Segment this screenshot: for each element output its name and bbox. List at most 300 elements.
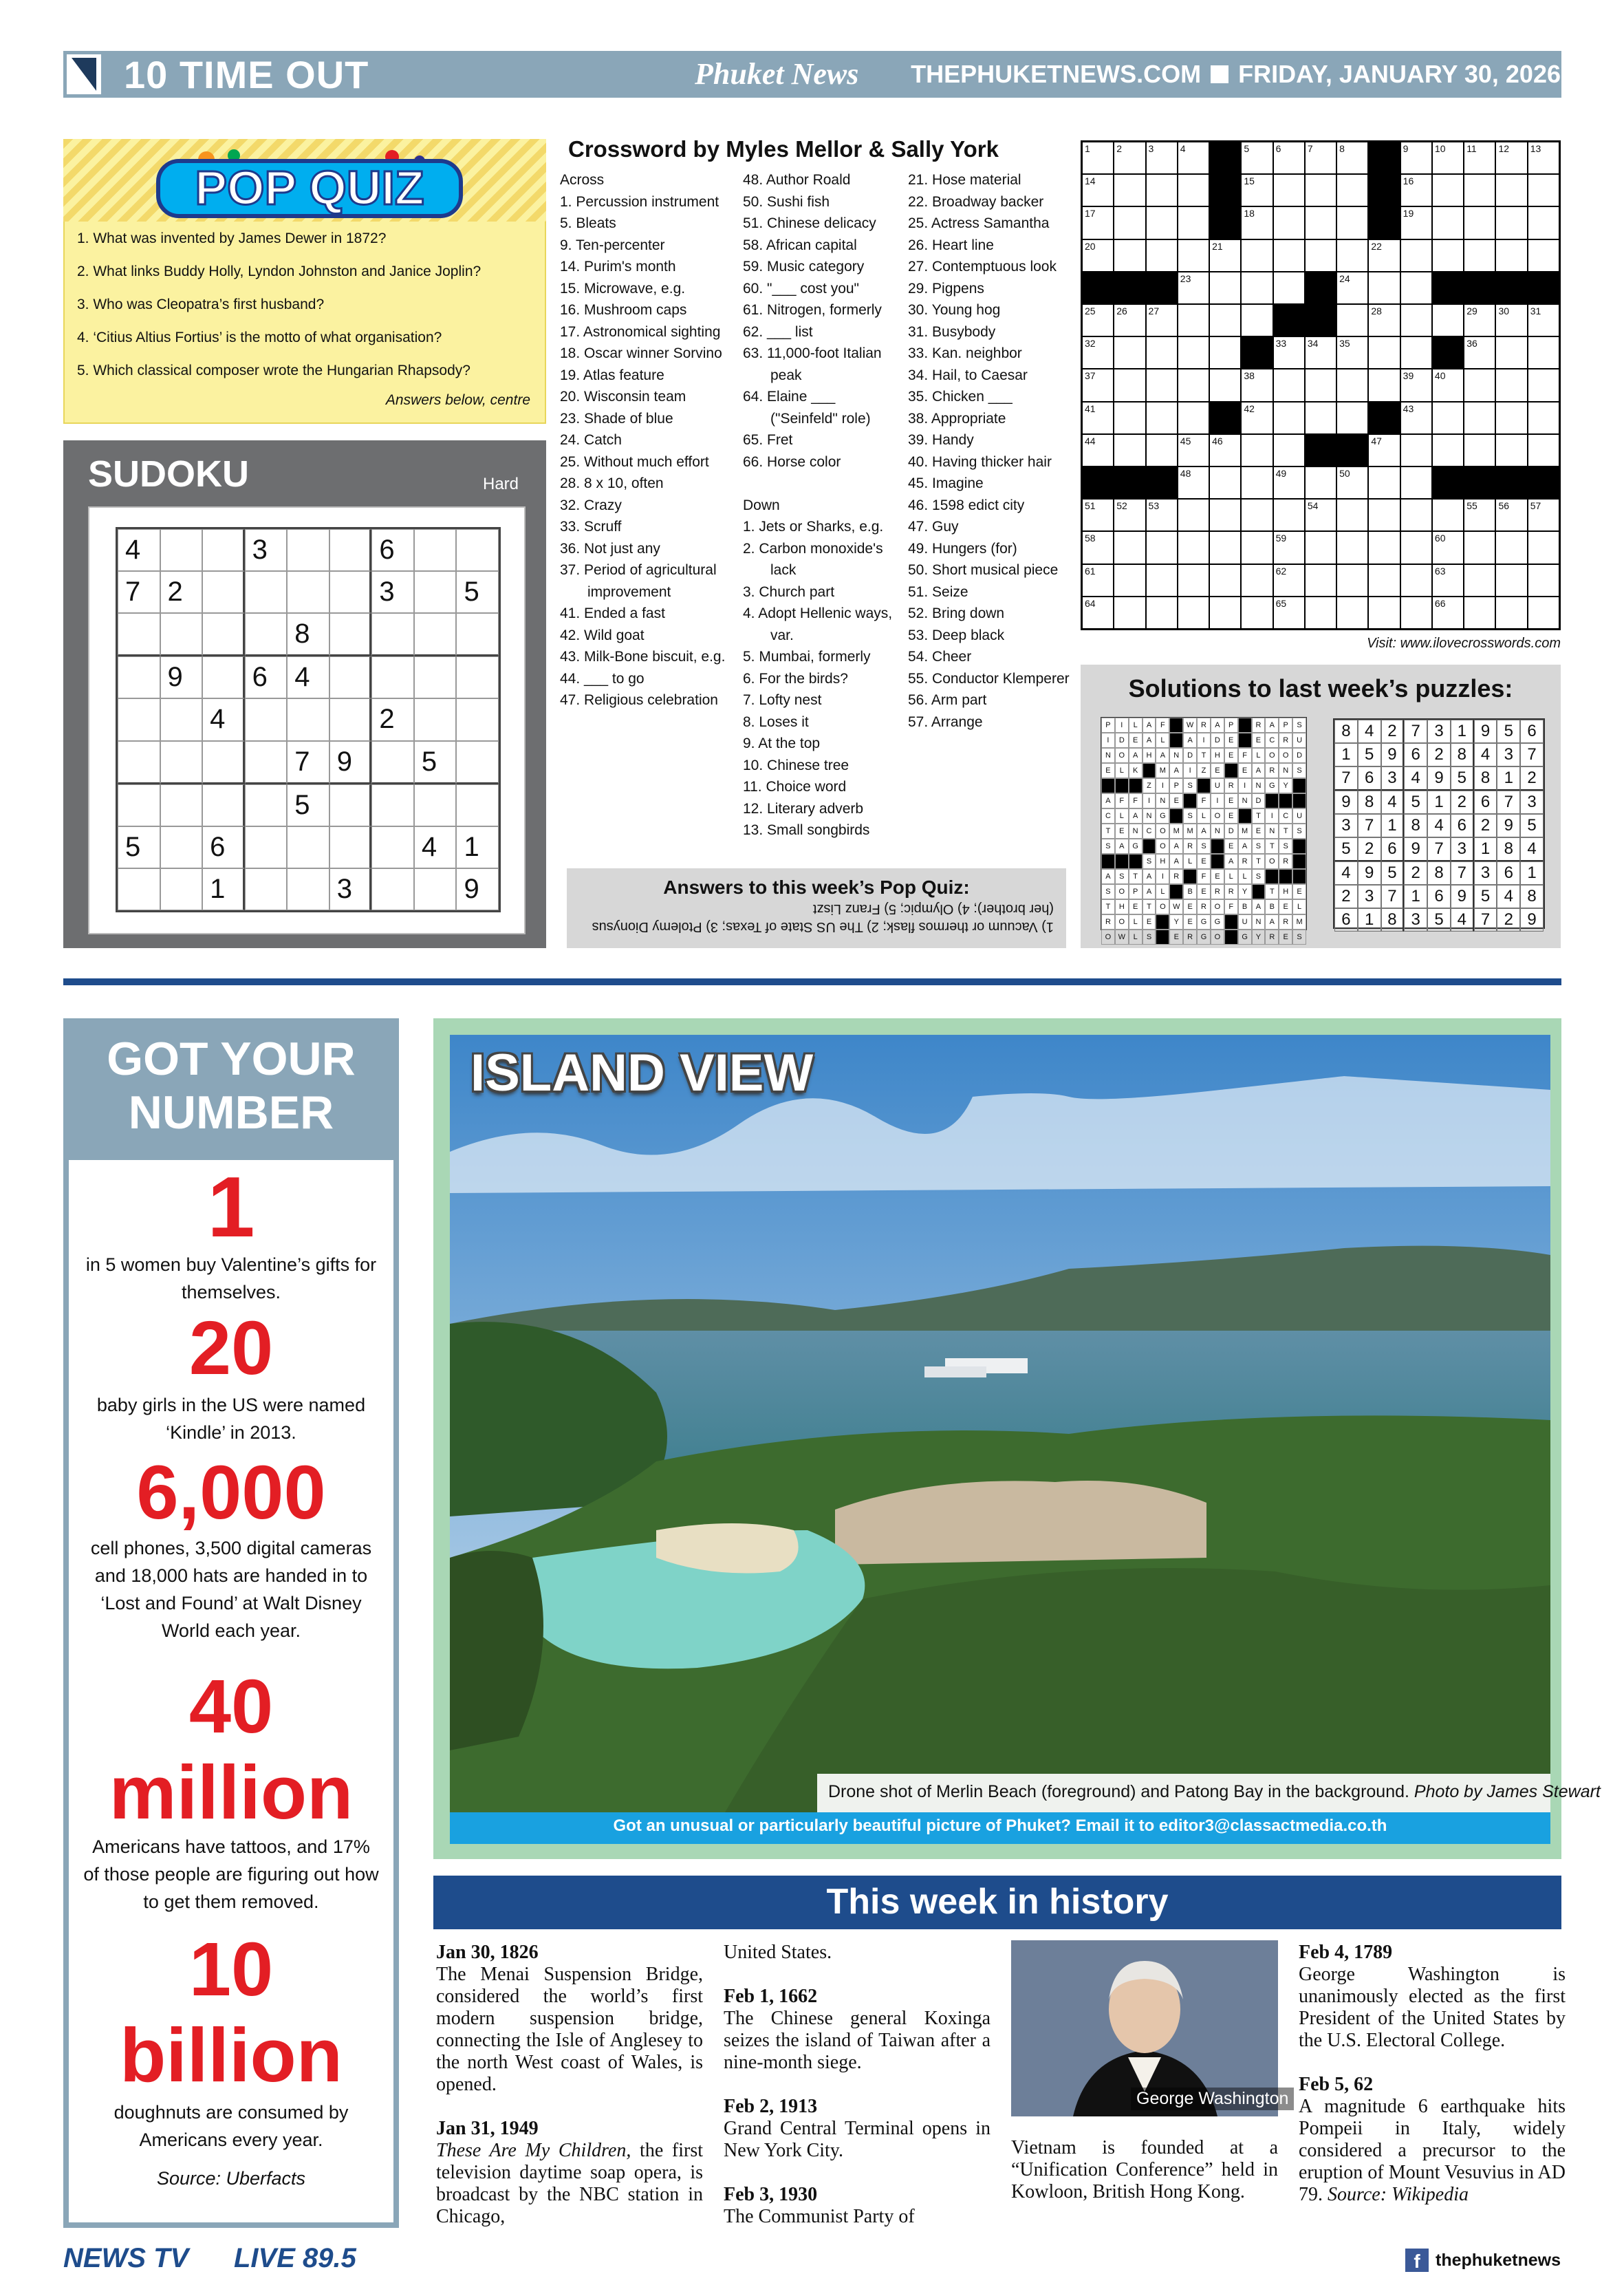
crossword-cell[interactable]: 9	[1400, 142, 1432, 174]
crossword-cell[interactable]	[1114, 564, 1145, 597]
crossword-cell[interactable]: 56	[1495, 499, 1527, 531]
crossword-cell[interactable]	[1528, 564, 1559, 597]
crossword-cell[interactable]	[1432, 434, 1464, 466]
crossword-cell[interactable]: 33	[1273, 336, 1305, 369]
sudoku-cell[interactable]	[414, 698, 457, 740]
sudoku-cell[interactable]	[329, 698, 372, 740]
crossword-cell[interactable]	[1528, 531, 1559, 564]
crossword-cell[interactable]	[1178, 239, 1209, 272]
crossword-cell[interactable]	[1305, 466, 1336, 499]
crossword-cell[interactable]	[1464, 434, 1495, 466]
crossword-cell[interactable]	[1528, 206, 1559, 239]
crossword-cell[interactable]	[1209, 272, 1241, 304]
crossword-cell[interactable]	[1368, 466, 1400, 499]
crossword-cell[interactable]: 12	[1495, 142, 1527, 174]
crossword-cell[interactable]: 23	[1178, 272, 1209, 304]
crossword-cell[interactable]	[1273, 206, 1305, 239]
crossword-cell[interactable]	[1336, 499, 1368, 531]
crossword-cell[interactable]: 62	[1273, 564, 1305, 597]
news-tv-logo[interactable]: NEWS TV	[63, 2243, 189, 2273]
crossword-cell[interactable]	[1495, 564, 1527, 597]
crossword-cell[interactable]: 48	[1178, 466, 1209, 499]
crossword-cell[interactable]	[1368, 564, 1400, 597]
crossword-cell[interactable]	[1241, 272, 1273, 304]
crossword-cell[interactable]: 51	[1082, 499, 1114, 531]
crossword-cell[interactable]: 21	[1209, 239, 1241, 272]
crossword-cell[interactable]	[1400, 531, 1432, 564]
crossword-cell[interactable]	[1528, 597, 1559, 629]
crossword-cell[interactable]	[1273, 434, 1305, 466]
crossword-cell[interactable]	[1368, 369, 1400, 401]
sudoku-cell[interactable]	[414, 571, 457, 613]
crossword-cell[interactable]: 65	[1273, 597, 1305, 629]
crossword-cell[interactable]	[1464, 564, 1495, 597]
crossword-cell[interactable]	[1464, 206, 1495, 239]
crossword-cell[interactable]	[1336, 174, 1368, 206]
sudoku-cell[interactable]	[371, 656, 414, 698]
sudoku-cell[interactable]	[202, 741, 245, 784]
crossword-cell[interactable]	[1273, 174, 1305, 206]
crossword-cell[interactable]	[1241, 597, 1273, 629]
crossword-cell[interactable]	[1146, 206, 1178, 239]
sudoku-level: Hard	[483, 475, 519, 493]
crossword-cell[interactable]	[1146, 597, 1178, 629]
crossword-cell[interactable]	[1400, 564, 1432, 597]
submission-email-line[interactable]: Got an unusual or particularly beautiful picture of Phuket? Email it to editor3@classactmedia.co.th	[613, 1816, 1387, 1835]
sudoku-cell[interactable]	[202, 656, 245, 698]
crossword-clue: 33. Scruff	[560, 519, 622, 535]
crossword-cell[interactable]: 64	[1082, 597, 1114, 629]
crossword-cell[interactable]: 16	[1400, 174, 1432, 206]
sudoku-cell[interactable]	[118, 656, 160, 698]
crossword-cell[interactable]: 38	[1241, 369, 1273, 401]
crossword-cell[interactable]	[1209, 369, 1241, 401]
sudoku-cell[interactable]	[456, 741, 499, 784]
sudoku-cell[interactable]: 4	[414, 826, 457, 868]
crossword-cell[interactable]: 47	[1368, 434, 1400, 466]
crossword-cell[interactable]	[1209, 336, 1241, 369]
crossword-cell[interactable]: 15	[1241, 174, 1273, 206]
crossword-cell[interactable]	[1528, 239, 1559, 272]
crossword-cell[interactable]	[1368, 531, 1400, 564]
crossword-cell[interactable]	[1368, 499, 1400, 531]
crossword-cell[interactable]: 37	[1082, 369, 1114, 401]
sudoku-cell[interactable]	[160, 784, 203, 826]
crossword-cell[interactable]	[1273, 239, 1305, 272]
sudoku-cell[interactable]	[245, 741, 288, 784]
crossword-clue: 10. Chinese tree	[743, 757, 849, 773]
crossword-cell[interactable]	[1336, 206, 1368, 239]
crossword-cell[interactable]	[1464, 597, 1495, 629]
crossword-cell[interactable]	[1464, 239, 1495, 272]
crossword-cell[interactable]	[1241, 564, 1273, 597]
crossword-cell[interactable]	[1146, 239, 1178, 272]
crossword-cell[interactable]	[1114, 369, 1145, 401]
crossword-cell[interactable]	[1114, 434, 1145, 466]
crossword-cell[interactable]	[1400, 466, 1432, 499]
sudoku-cell[interactable]	[118, 698, 160, 740]
crossword-cell[interactable]: 59	[1273, 531, 1305, 564]
crossword-cell[interactable]: 18	[1241, 206, 1273, 239]
crossword-cell[interactable]	[1114, 239, 1145, 272]
sudoku-cell[interactable]: 6	[202, 826, 245, 868]
crossword-cell[interactable]	[1178, 174, 1209, 206]
crossword-cell[interactable]	[1305, 597, 1336, 629]
crossword-cell[interactable]: 55	[1464, 499, 1495, 531]
sudoku-cell[interactable]	[118, 613, 160, 656]
sudoku-cell[interactable]: 8	[287, 613, 329, 656]
sudoku-cell[interactable]: 6	[371, 529, 414, 571]
crossword-cell[interactable]: 41	[1082, 402, 1114, 434]
sudoku-cell[interactable]	[414, 868, 457, 910]
crossword-cell[interactable]: 61	[1082, 564, 1114, 597]
crossword-cell[interactable]	[1528, 402, 1559, 434]
crossword-cell[interactable]	[1400, 336, 1432, 369]
crossword-cell[interactable]: 39	[1400, 369, 1432, 401]
crossword-cell[interactable]	[1178, 304, 1209, 336]
crossword-cell[interactable]	[1336, 531, 1368, 564]
sudoku-cell[interactable]	[160, 868, 203, 910]
crossword-cell[interactable]	[1241, 239, 1273, 272]
crossword-cell[interactable]	[1305, 564, 1336, 597]
crossword-block	[1528, 466, 1559, 499]
crossword-cell[interactable]: 5	[1241, 142, 1273, 174]
crossword-cell[interactable]	[1114, 597, 1145, 629]
crossword-cell[interactable]	[1178, 597, 1209, 629]
sudoku-cell[interactable]	[287, 571, 329, 613]
sudoku-cell[interactable]	[414, 613, 457, 656]
crossword-cell[interactable]	[1146, 402, 1178, 434]
crossword-cell[interactable]	[1432, 304, 1464, 336]
crossword-cell[interactable]	[1400, 304, 1432, 336]
sudoku-cell[interactable]	[371, 613, 414, 656]
crossword-cell[interactable]	[1464, 369, 1495, 401]
crossword-cell[interactable]	[1114, 402, 1145, 434]
crossword-cell[interactable]	[1178, 206, 1209, 239]
sudoku-cell[interactable]: 5	[287, 784, 329, 826]
crossword-website[interactable]: Visit: www.ilovecrosswords.com	[1367, 636, 1561, 651]
solution-block	[1292, 778, 1306, 793]
crossword-cell[interactable]	[1209, 531, 1241, 564]
crossword-cell[interactable]	[1178, 402, 1209, 434]
crossword-cell[interactable]	[1495, 434, 1527, 466]
crossword-cell[interactable]	[1464, 174, 1495, 206]
sudoku-cell[interactable]: 5	[118, 826, 160, 868]
crossword-cell[interactable]: 1	[1082, 142, 1114, 174]
crossword-cell[interactable]: 44	[1082, 434, 1114, 466]
crossword-cell[interactable]	[1464, 402, 1495, 434]
crossword-cell[interactable]	[1528, 369, 1559, 401]
sudoku-cell[interactable]: 3	[371, 571, 414, 613]
crossword-cell[interactable]	[1146, 564, 1178, 597]
crossword-cell[interactable]	[1495, 597, 1527, 629]
crossword-cell[interactable]	[1336, 597, 1368, 629]
crossword-cell[interactable]	[1209, 597, 1241, 629]
crossword-cell[interactable]: 63	[1432, 564, 1464, 597]
sudoku-cell[interactable]	[456, 613, 499, 656]
crossword-cell[interactable]	[1209, 466, 1241, 499]
crossword-cell[interactable]	[1273, 402, 1305, 434]
solution-letter: I	[1183, 763, 1197, 778]
sudoku-cell[interactable]	[245, 613, 288, 656]
crossword-cell[interactable]	[1241, 304, 1273, 336]
crossword-cell[interactable]: 3	[1146, 142, 1178, 174]
crossword-cell[interactable]: 50	[1336, 466, 1368, 499]
crossword-cell[interactable]: 34	[1305, 336, 1336, 369]
crossword-cell[interactable]	[1495, 531, 1527, 564]
sudoku-cell[interactable]: 4	[287, 656, 329, 698]
crossword-cell[interactable]: 52	[1114, 499, 1145, 531]
crossword-cell[interactable]: 35	[1336, 336, 1368, 369]
crossword-cell[interactable]	[1178, 564, 1209, 597]
crossword-cell[interactable]: 57	[1528, 499, 1559, 531]
crossword-cell[interactable]	[1336, 369, 1368, 401]
crossword-cell[interactable]	[1273, 272, 1305, 304]
crossword-cell[interactable]: 60	[1432, 531, 1464, 564]
crossword-cell[interactable]	[1114, 531, 1145, 564]
crossword-cell[interactable]	[1178, 369, 1209, 401]
crossword-cell[interactable]	[1146, 434, 1178, 466]
sudoku-cell[interactable]	[329, 613, 372, 656]
facebook-icon: f	[1405, 2249, 1429, 2272]
crossword-cell[interactable]	[1114, 174, 1145, 206]
crossword-cell[interactable]	[1241, 531, 1273, 564]
crossword-cell[interactable]	[1241, 499, 1273, 531]
crossword-cell[interactable]	[1400, 434, 1432, 466]
crossword-cell[interactable]	[1178, 499, 1209, 531]
sudoku-cell[interactable]	[329, 784, 372, 826]
crossword-cell[interactable]	[1305, 174, 1336, 206]
crossword-cell[interactable]: 19	[1400, 206, 1432, 239]
sudoku-cell[interactable]: 7	[118, 571, 160, 613]
sudoku-cell[interactable]: 1	[202, 868, 245, 910]
crossword-cell[interactable]	[1209, 499, 1241, 531]
crossword-cell[interactable]: 4	[1178, 142, 1209, 174]
crossword-cell[interactable]: 42	[1241, 402, 1273, 434]
sudoku-cell[interactable]	[414, 784, 457, 826]
crossword-cell[interactable]: 22	[1368, 239, 1400, 272]
crossword-cell[interactable]	[1305, 206, 1336, 239]
crossword-cell[interactable]	[1305, 402, 1336, 434]
sudoku-cell[interactable]	[456, 698, 499, 740]
sudoku-cell[interactable]	[245, 868, 288, 910]
crossword-cell[interactable]	[1400, 272, 1432, 304]
sudoku-cell[interactable]	[160, 613, 203, 656]
crossword-cell[interactable]	[1400, 499, 1432, 531]
crossword-cell[interactable]: 25	[1082, 304, 1114, 336]
sudoku-cell[interactable]	[329, 529, 372, 571]
crossword-cell[interactable]: 53	[1146, 499, 1178, 531]
sudoku-cell[interactable]	[202, 529, 245, 571]
sudoku-cell[interactable]: 9	[160, 656, 203, 698]
crossword-cell[interactable]	[1146, 174, 1178, 206]
solution-sudoku-cell: 7	[1404, 720, 1427, 743]
crossword-cell[interactable]	[1400, 597, 1432, 629]
crossword-cell[interactable]	[1209, 564, 1241, 597]
crossword-cell[interactable]: 46	[1209, 434, 1241, 466]
crossword-cell[interactable]	[1464, 531, 1495, 564]
sudoku-cell[interactable]	[118, 868, 160, 910]
crossword-cell[interactable]	[1528, 174, 1559, 206]
sudoku-cell[interactable]	[287, 529, 329, 571]
sudoku-cell[interactable]: 2	[160, 571, 203, 613]
crossword-cell[interactable]	[1432, 499, 1464, 531]
sudoku-grid[interactable]	[116, 527, 501, 912]
crossword-cell[interactable]	[1400, 239, 1432, 272]
sudoku-cell[interactable]	[160, 698, 203, 740]
sudoku-cell[interactable]	[245, 784, 288, 826]
sudoku-cell[interactable]: 4	[118, 529, 160, 571]
sudoku-cell[interactable]	[245, 826, 288, 868]
crossword-cell[interactable]	[1432, 402, 1464, 434]
crossword-cell[interactable]	[1209, 304, 1241, 336]
sudoku-cell[interactable]	[118, 784, 160, 826]
crossword-grid[interactable]	[1081, 140, 1561, 630]
crossword-cell[interactable]	[1305, 531, 1336, 564]
crossword-cell[interactable]: 20	[1082, 239, 1114, 272]
sudoku-cell[interactable]	[287, 868, 329, 910]
crossword-cell[interactable]	[1495, 174, 1527, 206]
sudoku-cell[interactable]: 1	[456, 826, 499, 868]
crossword-cell[interactable]: 58	[1082, 531, 1114, 564]
crossword-cell[interactable]: 49	[1273, 466, 1305, 499]
sudoku-cell[interactable]	[160, 826, 203, 868]
crossword-cell[interactable]	[1114, 206, 1145, 239]
crossword-cell[interactable]	[1495, 402, 1527, 434]
crossword-cell[interactable]: 31	[1528, 304, 1559, 336]
crossword-cell[interactable]	[1273, 369, 1305, 401]
sudoku-cell[interactable]: 4	[202, 698, 245, 740]
crossword-cell[interactable]	[1432, 239, 1464, 272]
crossword-cell[interactable]: 14	[1082, 174, 1114, 206]
crossword-cell[interactable]	[1495, 239, 1527, 272]
crossword-cell[interactable]	[1241, 434, 1273, 466]
crossword-cell[interactable]: 10	[1432, 142, 1464, 174]
crossword-cell[interactable]: 11	[1464, 142, 1495, 174]
crossword-cell[interactable]	[1528, 434, 1559, 466]
sudoku-cell[interactable]	[371, 784, 414, 826]
sudoku-cell[interactable]: 3	[329, 868, 372, 910]
crossword-cell[interactable]	[1495, 206, 1527, 239]
sudoku-cell[interactable]	[160, 741, 203, 784]
crossword-cell[interactable]	[1336, 564, 1368, 597]
sudoku-cell[interactable]	[202, 571, 245, 613]
sudoku-cell[interactable]	[329, 826, 372, 868]
crossword-cell[interactable]: 28	[1368, 304, 1400, 336]
crossword-cell[interactable]	[1114, 336, 1145, 369]
crossword-cell[interactable]	[1368, 272, 1400, 304]
crossword-cell[interactable]	[1178, 336, 1209, 369]
pop-quiz-logo-text: POP QUIZ	[195, 161, 424, 215]
sudoku-cell[interactable]	[245, 571, 288, 613]
sudoku-cell[interactable]	[456, 784, 499, 826]
crossword-cell[interactable]	[1368, 597, 1400, 629]
sudoku-cell[interactable]: 9	[456, 868, 499, 910]
sudoku-cell[interactable]	[371, 826, 414, 868]
island-view-photo[interactable]	[450, 1035, 1550, 1812]
sudoku-cell[interactable]	[371, 741, 414, 784]
website-link[interactable]: THEPHUKETNEWS.COM	[911, 60, 1202, 88]
sudoku-cell[interactable]: 2	[371, 698, 414, 740]
solution-block	[1279, 869, 1292, 884]
sudoku-cell[interactable]: 5	[414, 741, 457, 784]
crossword-cell[interactable]: 27	[1146, 304, 1178, 336]
sudoku-cell[interactable]: 6	[245, 656, 288, 698]
sudoku-cell[interactable]	[414, 656, 457, 698]
crossword-cell[interactable]	[1336, 239, 1368, 272]
sudoku-cell[interactable]	[287, 826, 329, 868]
crossword-cell[interactable]: 45	[1178, 434, 1209, 466]
sudoku-cell[interactable]: 9	[329, 741, 372, 784]
solution-letter: G	[1238, 930, 1252, 945]
crossword-cell[interactable]	[1368, 336, 1400, 369]
sudoku-cell[interactable]	[456, 656, 499, 698]
sudoku-cell[interactable]	[202, 784, 245, 826]
crossword-cell[interactable]	[1241, 466, 1273, 499]
sudoku-cell[interactable]: 5	[456, 571, 499, 613]
crossword-cell[interactable]	[1146, 336, 1178, 369]
crossword-cell[interactable]	[1178, 531, 1209, 564]
crossword-cell[interactable]	[1336, 304, 1368, 336]
crossword-cell[interactable]	[1305, 369, 1336, 401]
sudoku-cell[interactable]	[414, 529, 457, 571]
crossword-cell[interactable]	[1495, 336, 1527, 369]
sudoku-cell[interactable]	[202, 613, 245, 656]
sudoku-cell[interactable]	[329, 571, 372, 613]
crossword-clue: 56. Arm part	[908, 692, 987, 708]
crossword-cell[interactable]: 7	[1305, 142, 1336, 174]
crossword-cell[interactable]	[1273, 499, 1305, 531]
crossword-cell[interactable]: 26	[1114, 304, 1145, 336]
crossword-cell[interactable]	[1528, 336, 1559, 369]
live-radio-logo[interactable]: LIVE 89.5	[234, 2243, 356, 2273]
crossword-cell[interactable]: 29	[1464, 304, 1495, 336]
crossword-cell[interactable]: 54	[1305, 499, 1336, 531]
facebook-link[interactable]	[1405, 2249, 1561, 2272]
sudoku-cell[interactable]	[245, 698, 288, 740]
sudoku-cell[interactable]	[118, 741, 160, 784]
crossword-cell[interactable]	[1146, 531, 1178, 564]
crossword-cell[interactable]	[1336, 402, 1368, 434]
sudoku-cell[interactable]	[287, 698, 329, 740]
crossword-cell[interactable]: 32	[1082, 336, 1114, 369]
crossword-block	[1432, 272, 1464, 304]
crossword-cell[interactable]: 66	[1432, 597, 1464, 629]
crossword-cell[interactable]: 24	[1336, 272, 1368, 304]
crossword-cell[interactable]: 43	[1400, 402, 1432, 434]
sudoku-cell[interactable]	[160, 529, 203, 571]
crossword-cell[interactable]: 2	[1114, 142, 1145, 174]
crossword-cell[interactable]	[1432, 174, 1464, 206]
crossword-cell[interactable]: 40	[1432, 369, 1464, 401]
sudoku-cell[interactable]	[371, 868, 414, 910]
crossword-cell[interactable]	[1495, 369, 1527, 401]
sudoku-cell[interactable]: 3	[245, 529, 288, 571]
crossword-block	[1241, 336, 1273, 369]
sudoku-cell[interactable]	[329, 656, 372, 698]
crossword-cell[interactable]	[1146, 369, 1178, 401]
crossword-cell[interactable]: 36	[1464, 336, 1495, 369]
crossword-cell[interactable]: 13	[1528, 142, 1559, 174]
sudoku-cell[interactable]	[456, 529, 499, 571]
sudoku-cell[interactable]: 7	[287, 741, 329, 784]
crossword-cell[interactable]: 8	[1336, 142, 1368, 174]
crossword-cell[interactable]	[1432, 206, 1464, 239]
crossword-cell[interactable]: 30	[1495, 304, 1527, 336]
crossword-cell[interactable]: 6	[1273, 142, 1305, 174]
crossword-cell[interactable]: 17	[1082, 206, 1114, 239]
crossword-cell[interactable]	[1305, 239, 1336, 272]
